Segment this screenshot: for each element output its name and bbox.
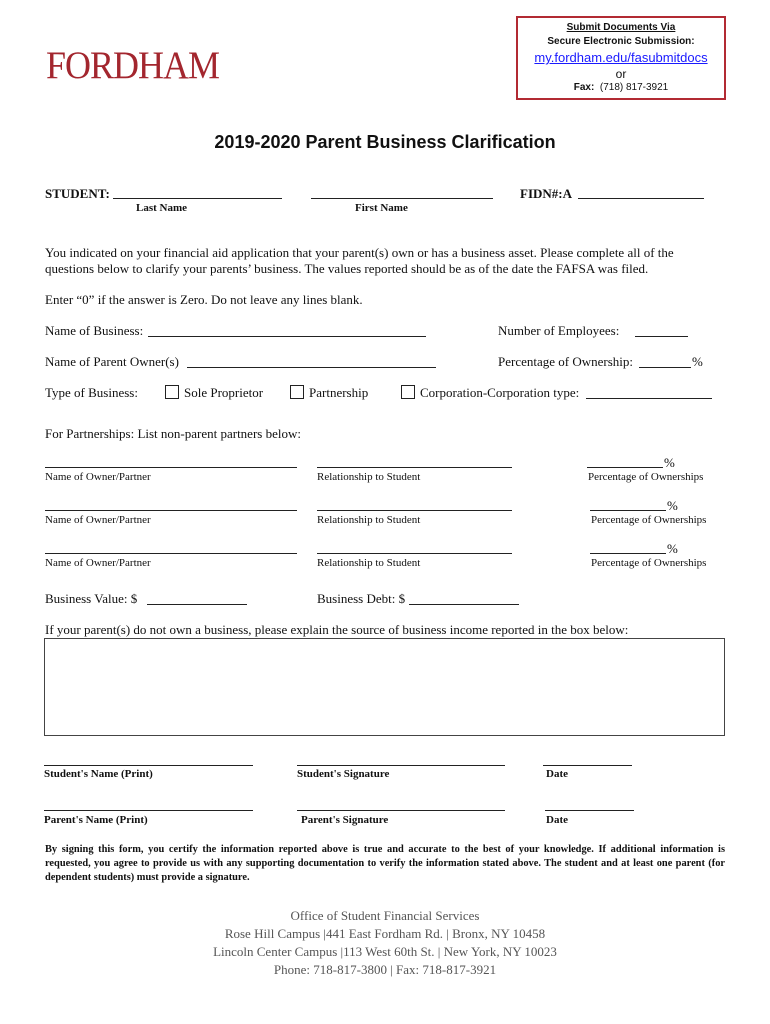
explain-prompt: If your parent(s) do not own a business, please explain the source of business income reported in the box below: xyxy=(45,622,629,637)
corporation-label: Corporation-Corporation type: xyxy=(420,385,580,400)
student-name-label: Student's Name (Print) xyxy=(44,768,153,780)
ownership-pct: % xyxy=(692,354,703,369)
business-debt-label: Business Debt: $ xyxy=(317,591,406,606)
parent-signature-label: Parent's Signature xyxy=(301,814,389,826)
footer-rose-hill: Rose Hill Campus |441 East Fordham Rd. | Bronx, NY 10458 xyxy=(224,926,546,941)
or-text: or xyxy=(615,67,627,81)
checkbox-icon xyxy=(401,385,415,399)
partner-name-label: Name of Owner/Partner xyxy=(45,471,151,483)
business-value-field[interactable] xyxy=(147,604,247,605)
partner-name-field[interactable] xyxy=(45,553,297,554)
student-date-label: Date xyxy=(546,768,568,780)
parent-name-label: Parent's Name (Print) xyxy=(44,814,148,826)
student-label: STUDENT: xyxy=(45,186,110,201)
fidn-label: FIDN#:A xyxy=(520,186,572,201)
owner-field[interactable] xyxy=(187,367,436,368)
submit-link[interactable]: my.fordham.edu/fasubmitdocs xyxy=(534,50,708,65)
certification-text: By signing this form, you certify the information reported above is true and accurate to the best of your knowledge. If additional information is requested, you agree to provide us with any supporting documentation to verify the information stated above. The student and at least one parent (for dependent students) must provide a signature. xyxy=(45,844,725,883)
student-name-field[interactable] xyxy=(44,765,253,766)
checkbox-icon xyxy=(290,385,304,399)
student-signature-field[interactable] xyxy=(297,765,505,766)
partnership-checkbox[interactable] xyxy=(290,385,368,401)
page-title: 2019-2020 Parent Business Clarification xyxy=(214,132,556,152)
fax-label: Fax: xyxy=(573,82,595,93)
employees-field[interactable] xyxy=(635,336,688,337)
percentage-sign: % xyxy=(667,541,678,556)
checkbox-icon xyxy=(165,385,179,399)
percentage-field[interactable] xyxy=(590,553,666,554)
fordham-logo: FORDHAM xyxy=(46,43,220,87)
fax-number: (718) 817-3921 xyxy=(599,82,669,93)
partner-name-label: Name of Owner/Partner xyxy=(45,514,151,526)
footer-office: Office of Student Financial Services xyxy=(290,908,480,923)
parent-signature-field[interactable] xyxy=(297,810,505,811)
sole-proprietor-checkbox[interactable] xyxy=(165,385,263,401)
enter-zero-note: Enter “0” if the answer is Zero. Do not leave any lines blank. xyxy=(45,292,363,307)
explanation-textarea[interactable] xyxy=(44,638,725,736)
business-name-label: Name of Business: xyxy=(45,323,144,338)
percentage-label: Percentage of Ownerships xyxy=(588,471,704,483)
business-debt-field[interactable] xyxy=(409,604,519,605)
partner-name-field[interactable] xyxy=(45,510,297,511)
last-name-label: Last Name xyxy=(136,202,188,214)
percentage-field[interactable] xyxy=(590,510,666,511)
fidn-field[interactable] xyxy=(578,198,704,199)
student-date-field[interactable] xyxy=(543,765,632,766)
owner-label: Name of Parent Owner(s) xyxy=(45,354,179,369)
submission-box xyxy=(516,16,726,100)
partner-name-label: Name of Owner/Partner xyxy=(45,557,151,569)
partner-name-field[interactable] xyxy=(45,467,297,468)
type-label: Type of Business: xyxy=(45,385,138,400)
business-value-label: Business Value: $ xyxy=(45,591,138,606)
percentage-label: Percentage of Ownerships xyxy=(591,514,707,526)
student-signature-label: Student's Signature xyxy=(297,768,390,780)
footer-lincoln-center: Lincoln Center Campus |113 West 60th St. | New York, NY 10023 xyxy=(213,944,557,959)
first-name-label: First Name xyxy=(355,202,408,214)
employees-label: Number of Employees: xyxy=(498,323,620,338)
sole-proprietor-label: Sole Proprietor xyxy=(184,385,264,400)
office-footer xyxy=(0,907,770,979)
corporation-checkbox[interactable] xyxy=(401,385,579,401)
relationship-label: Relationship to Student xyxy=(317,514,421,526)
corporation-type-field[interactable] xyxy=(586,398,712,399)
relationship-field[interactable] xyxy=(317,510,512,511)
partners-heading: For Partnerships: List non-parent partners below: xyxy=(45,426,301,441)
first-name-field[interactable] xyxy=(311,198,493,199)
percentage-field[interactable] xyxy=(587,467,663,468)
percentage-sign: % xyxy=(664,455,675,470)
percentage-label: Percentage of Ownerships xyxy=(591,557,707,569)
submit-subheading: Secure Electronic Submission: xyxy=(547,36,695,47)
footer-phone-fax: Phone: 718-817-3800 | Fax: 718-817-3921 xyxy=(273,962,497,977)
percentage-sign: % xyxy=(667,498,678,513)
intro-text: You indicated on your financial aid application that your parent(s) own or has a business asset. Please complete all of the questions below to clarify your parents’ business. The values reported should be as of the date the FAFSA was filed. xyxy=(45,245,674,276)
partnership-label: Partnership xyxy=(309,385,369,400)
parent-date-field[interactable] xyxy=(545,810,634,811)
ownership-label: Percentage of Ownership: xyxy=(498,354,634,369)
last-name-field[interactable] xyxy=(113,198,282,199)
relationship-field[interactable] xyxy=(317,467,512,468)
business-name-field[interactable] xyxy=(148,336,426,337)
parent-name-field[interactable] xyxy=(44,810,253,811)
submit-heading: Submit Documents Via xyxy=(566,22,676,33)
relationship-label: Relationship to Student xyxy=(317,471,421,483)
parent-date-label: Date xyxy=(546,814,568,826)
relationship-field[interactable] xyxy=(317,553,512,554)
relationship-label: Relationship to Student xyxy=(317,557,421,569)
ownership-field[interactable] xyxy=(639,367,691,368)
